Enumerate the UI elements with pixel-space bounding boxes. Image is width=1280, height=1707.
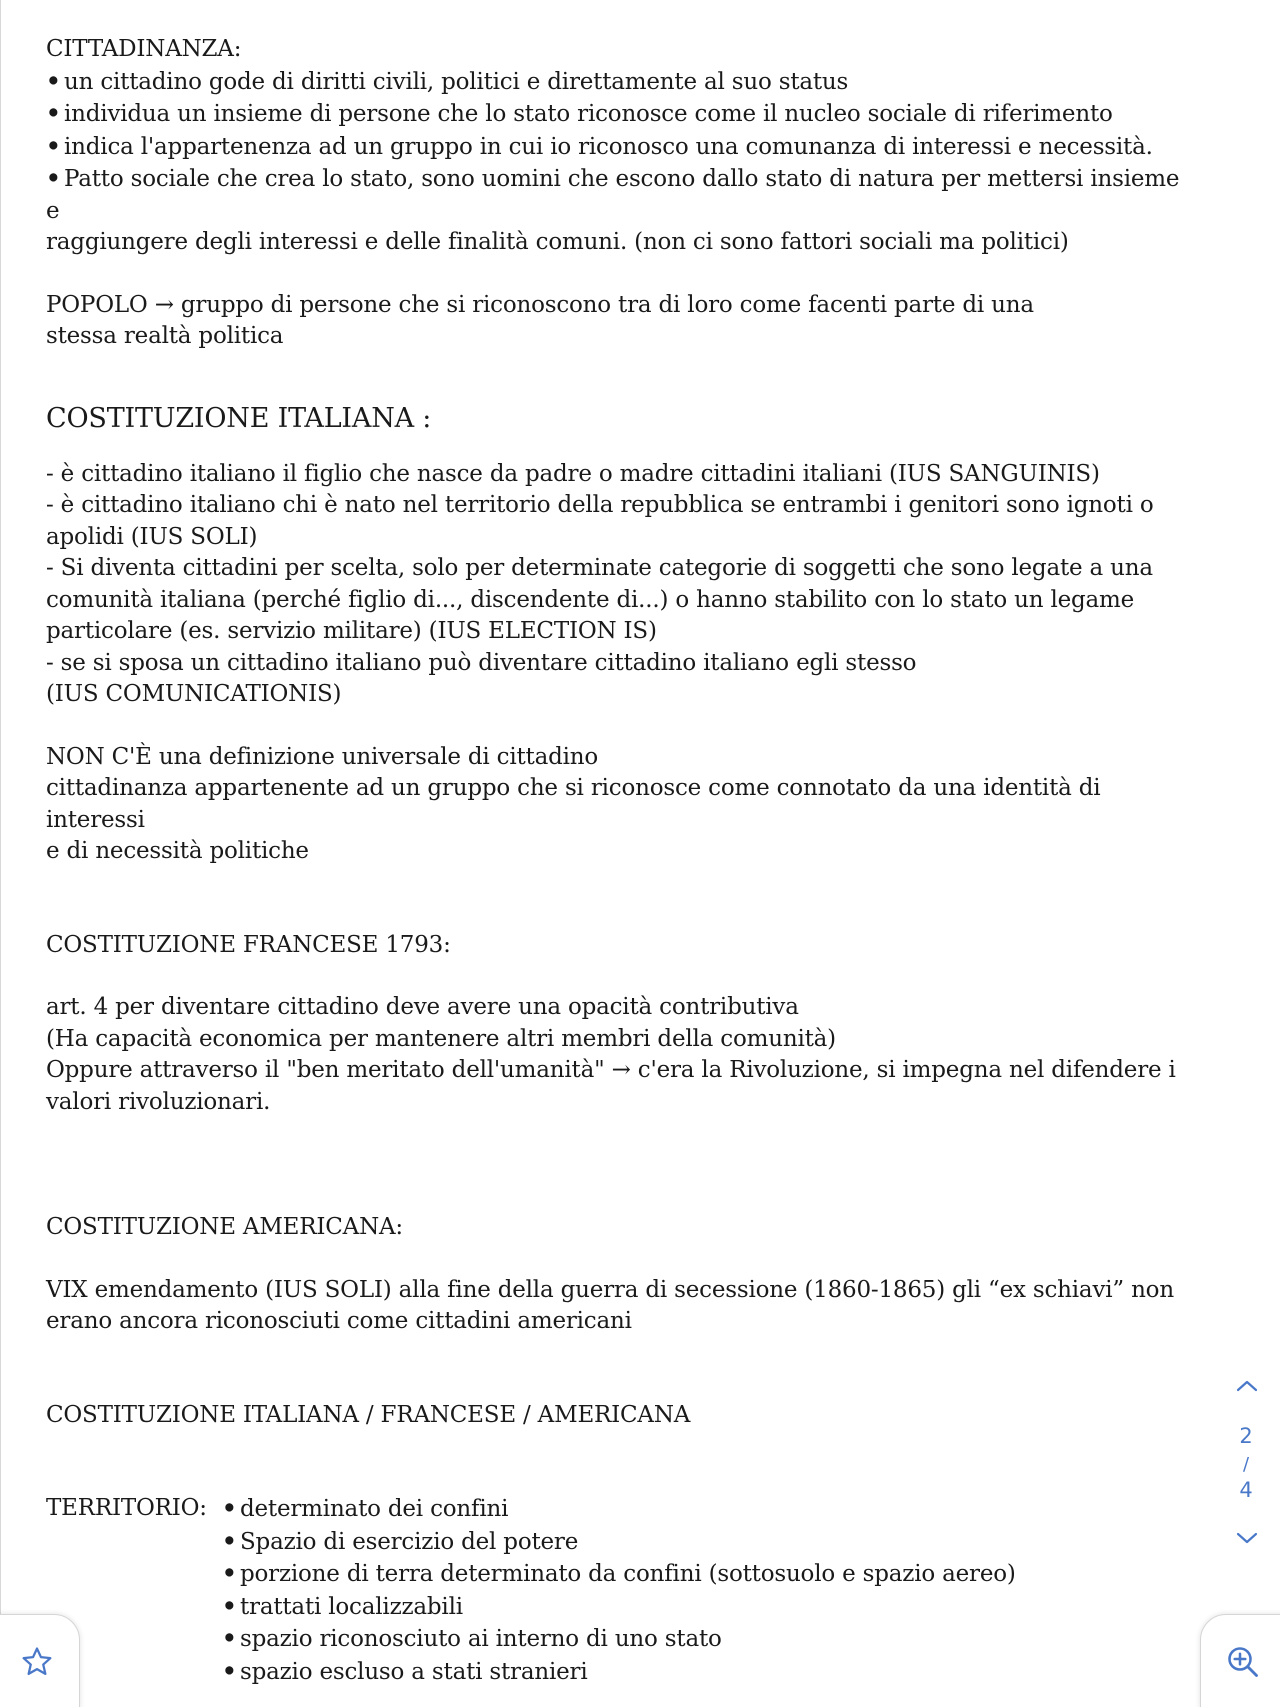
document-page xyxy=(46,34,1186,1688)
text-line: NON C'È una definizione universale di cittadino xyxy=(46,743,599,770)
text-line: VIX emendamento (IUS SOLI) alla fine della guerra di secessione (1860-1865) gli “ex schiavi” non xyxy=(46,1276,1174,1303)
current-page: 2 xyxy=(1239,1424,1253,1448)
favorite-button[interactable] xyxy=(0,1614,80,1707)
heading-costituzione-americana: COSTITUZIONE AMERICANA: xyxy=(46,1214,403,1240)
zoom-in-button[interactable] xyxy=(1200,1614,1280,1707)
text-line: e di necessità politiche xyxy=(46,838,309,864)
territorio-label: TERRITORIO: xyxy=(46,1495,207,1521)
chevron-up-icon[interactable] xyxy=(1235,1374,1259,1398)
list-item: • un cittadino gode di diritti civili, politici e direttamente al suo status xyxy=(46,66,1186,99)
heading-cittadinanza: CITTADINANZA: xyxy=(46,36,242,62)
heading-costituzione-francese: COSTITUZIONE FRANCESE 1793: xyxy=(46,931,451,958)
list-item: • indica l'appartenenza ad un gruppo in cui io riconosco una comunanza di interessi e necessità. xyxy=(46,131,1186,164)
text-line: art. 4 per diventare cittadino deve avere una opacità contributiva xyxy=(46,994,799,1020)
list-item: • Patto sociale che crea lo stato, sono uomini che escono dallo stato di natura per mettersi insieme e xyxy=(46,163,1186,227)
text-line: apolidi (IUS SOLI) xyxy=(46,523,258,550)
list-item: • Spazio di esercizio del potere xyxy=(222,1526,1016,1559)
heading-confronto: COSTITUZIONE ITALIANA / FRANCESE / AMERICANA xyxy=(46,1401,691,1428)
territorio-list xyxy=(222,1493,1016,1688)
text-line: Oppure attraverso il "ben meritato dell'umanità" → c'era la Rivoluzione, si impegna nel difendere i xyxy=(46,1057,1176,1083)
list-item: • porzione di terra determinato da confini (sottosuolo e spazio aereo) xyxy=(222,1558,1016,1591)
popolo-line: stessa realtà politica xyxy=(46,323,284,349)
chevron-down-icon[interactable] xyxy=(1235,1526,1259,1550)
text-line: - Si diventa cittadini per scelta, solo per determinate categorie di soggetti che sono legate a una xyxy=(46,555,1153,581)
text-line: - se si sposa un cittadino italiano può diventare cittadino italiano egli stesso xyxy=(46,649,917,676)
list-item: • trattati localizzabili xyxy=(222,1591,1016,1624)
list-item: • determinato dei confini xyxy=(222,1493,1016,1526)
text-line: - è cittadino italiano chi è nato nel territorio della repubblica se entrambi i genitori sono ignoti o xyxy=(46,492,1154,518)
zoom-in-icon xyxy=(1225,1644,1261,1680)
page-navigator xyxy=(1220,1360,1280,1560)
text-line: (IUS COMUNICATIONIS) xyxy=(46,681,342,707)
list-item: • individua un insieme di persone che lo stato riconosce come il nucleo sociale di riferimento xyxy=(46,98,1186,131)
list-item: • spazio escluso a stati stranieri xyxy=(222,1656,1016,1689)
text-line: (Ha capacità economica per mantenere altri membri della comunità) xyxy=(46,1025,836,1052)
total-pages: 4 xyxy=(1239,1478,1253,1502)
territorio-section xyxy=(46,1493,1186,1688)
heading-costituzione-italiana: COSTITUZIONE ITALIANA : xyxy=(46,402,432,434)
list-item-continuation: raggiungere degli interessi e delle finalità comuni. (non ci sono fattori sociali ma politici) xyxy=(46,229,1069,255)
page-separator: / xyxy=(1242,1454,1250,1475)
text-line: erano ancora riconosciuti come cittadini americani xyxy=(46,1308,632,1334)
text-line: cittadinanza appartenente ad un gruppo che si riconosce come connotato da una identità di interessi xyxy=(46,775,1101,833)
popolo-line: POPOLO → gruppo di persone che si riconoscono tra di loro come facenti parte di una xyxy=(46,291,1034,318)
list-item: • spazio riconosciuto ai interno di uno stato xyxy=(222,1623,1016,1656)
text-line: comunità italiana (perché figlio di..., discendente di...) o hanno stabilito con lo stato un legame xyxy=(46,586,1135,613)
star-icon xyxy=(20,1645,54,1679)
text-line: valori rivoluzionari. xyxy=(46,1088,271,1115)
viewer-edge xyxy=(0,0,1,1707)
text-line: particolare (es. servizio militare) (IUS ELECTION IS) xyxy=(46,618,657,644)
text-line: - è cittadino italiano il figlio che nasce da padre o madre cittadini italiani (IUS SANGUINIS) xyxy=(46,460,1100,487)
